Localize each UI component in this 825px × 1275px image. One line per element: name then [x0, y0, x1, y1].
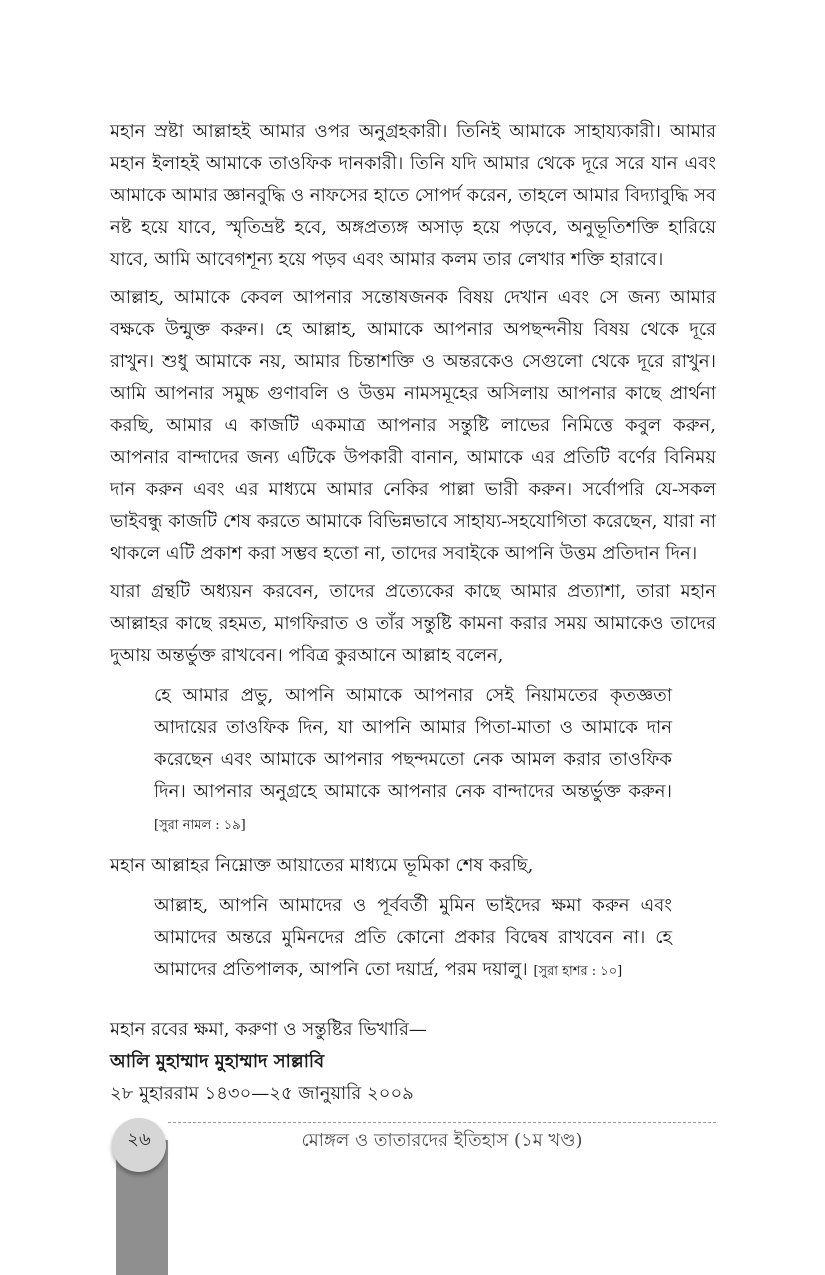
quote-2-text: আল্লাহ, আপনি আমাদের ও পূর্ববর্তী মুমিন ভাইদের ক্ষমা করুন এবং আমাদের অন্তরে মুমিনদের প্রতি কোনো প্রকার বিদ্বেষ রাখবেন না। হে আমাদের প্রতিপালক, আপনি তো দয়ার্দ্র, পরম দয়ালু।: [154, 895, 672, 980]
paragraph-4: মহান আল্লাহর নিম্নোক্ত আয়াতের মাধ্যমে ভূমিকা শেষ করছি,: [110, 855, 534, 876]
paragraph-3: যারা গ্রন্থটি অধ্যয়ন করবেন, তাদের প্রত্যেকের কাছে আমার প্রত্যাশা, তারা মহান আল্লাহর কাছে রহমত, মাগফিরাত ও তাঁর সন্তুষ্টি কামনা করার সময় আমাকেও তাদের দুআয় অন্তর্ভুক্ত রাখবেন। পবিত্র কুরআনে আল্লাহ বলেন,: [110, 581, 716, 666]
quran-quote-1: [154, 680, 672, 842]
quote-1-reference: [সুরা নামল : ১৯]: [154, 818, 246, 833]
quote-2-reference: [সুরা হাশর : ১০]: [533, 964, 623, 979]
footer-divider: [168, 1122, 716, 1123]
quote-1-text: হে আমার প্রভু, আপনি আমাকে আপনার সেই নিয়ামতের কৃতজ্ঞতা আদায়ের তাওফিক দিন, যা আপনি আমার পিতা-মাতা ও আমাকে দান করেছেন এবং আমাকে আপনার পছন্দমতো নেক আমল করার তাওফিক দিন। আপনার অনুগ্রহে আমাকে আপনার নেক বান্দাদের অন্তর্ভুক্ত করুন।: [154, 685, 672, 802]
paragraph-1: মহান স্রষ্টা আল্লাহই আমার ওপর অনুগ্রহকারী। তিনিই আমাকে সাহায্যকারী। আমার মহান ইলাহই আমাকে তাওফিক দানকারী। তিনি যদি আমার থেকে দূরে সরে যান এবং আমাকে আমার জ্ঞানবুদ্ধি ও নাফসের হাতে সোপর্দ করেন, তাহলে আমার বিদ্যাবুদ্ধি সব নষ্ট হয়ে যাবে, স্মৃতিভ্রষ্ট হবে, অঙ্গপ্রত্যঙ্গ অসাড় হয়ে পড়বে, অনুভূতিশক্তি হারিয়ে যাবে, আমি আবেগশূন্য হয়ে পড়ব এবং আমার কলম তার লেখার শক্তি হারাবে।: [110, 121, 717, 270]
author-name: আলি মুহাম্মাদ মুহাম্মাদ সাল্লাবি: [110, 1051, 325, 1072]
quran-quote-2: [154, 890, 672, 988]
paragraph-2: আল্লাহ, আমাকে কেবল আপনার সন্তোষজনক বিষয় দেখান এবং সে জন্য আমার বক্ষকে উন্মুক্ত করুন। হে আল্লাহ, আমাকে আপনার অপছন্দনীয় বিষয় থেকে দূরে রাখুন। শুধু আমাকে নয়, আমার চিন্তাশক্তি ও অন্তরকেও সেগুলো থেকে দূরে রাখুন। আমি আপনার সমুচ্চ গুণাবলি ও উত্তম নামসমূহের অসিলায় আপনার কাছে প্রার্থনা করছি, আমার এ কাজটি একমাত্র আপনার সন্তুষ্টি লাভের নিমিত্তে কবুল করুন, আপনার বান্দাদের জন্য এটিকে উপকারী বানান, আমাকে এর প্রতিটি বর্ণের বিনিময় দান করুন এবং এর মাধ্যমে আমার নেকির পাল্লা ভারী করুন। সর্বোপরি যে-সকল ভাইবন্ধু কাজটি শেষ করতে আমাকে বিভিন্নভাবে সাহায্য-সহযোগিতা করেছেন, যারা না থাকলে এটি প্রকাশ করা সম্ভব হতো না, তাদের সবাইকে আপনি উত্তম প্রতিদান দিন।: [110, 287, 716, 564]
signature-date: ২৮ মুহাররাম ১৪৩০—২৫ জানুয়ারি ২০০৯: [110, 1083, 414, 1104]
signature-line: মহান রবের ক্ষমা, করুণা ও সন্তুষ্টির ভিখারি—: [110, 1019, 427, 1040]
page-body: [110, 116, 716, 1110]
page-number: ২৬: [127, 1129, 151, 1150]
signature-block: [110, 1014, 716, 1110]
running-footer-title: মোঙ্গল ও তাতারদের ইতিহাস (১ম খণ্ড): [301, 1130, 583, 1151]
